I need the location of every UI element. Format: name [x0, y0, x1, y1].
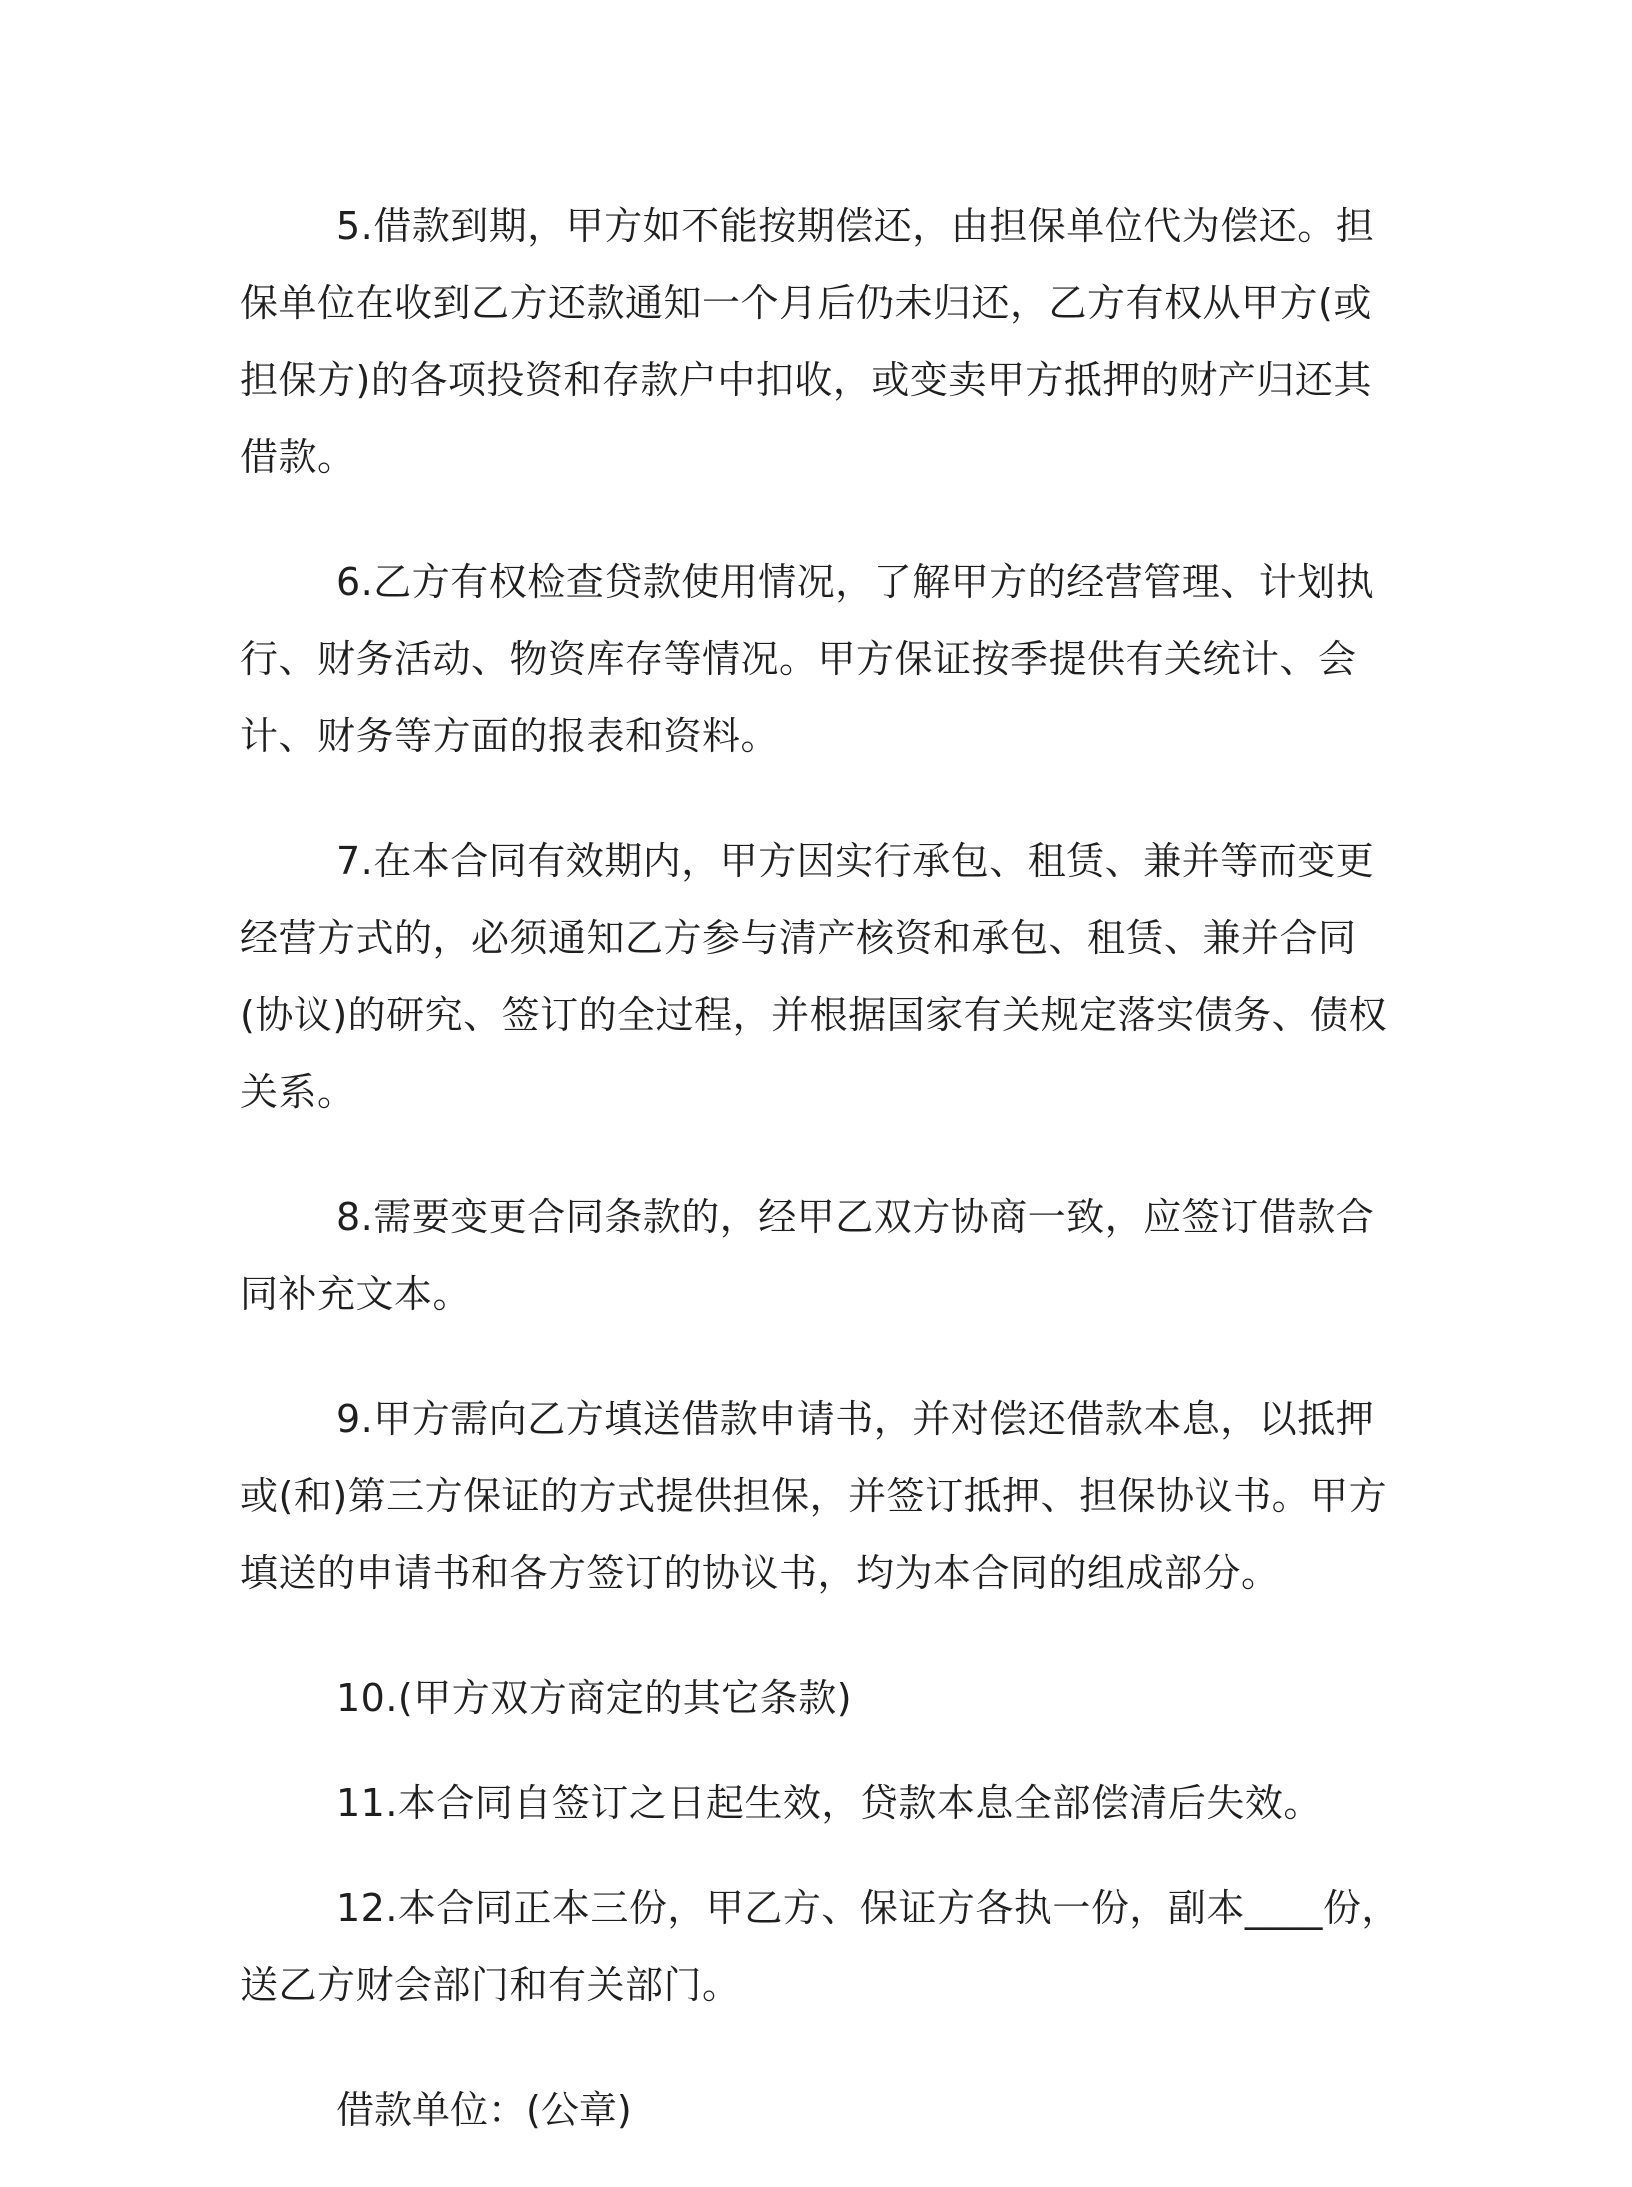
document-page — [240, 188, 1400, 2187]
clause-9: 9.甲方需向乙方填送借款申请书，并对偿还借款本息，以抵押或(和)第三方保证的方式提供担保，并签订抵押、担保协议书。甲方填送的申请书和各方签订的协议书，均为本合同的组成部分。 — [240, 1397, 1388, 1595]
clause-6: 6.乙方有权检查贷款使用情况，了解甲方的经营管理、计划执行、财务活动、物资库存等情况。甲方保证按季提供有关统计、会计、财务等方面的报表和资料。 — [240, 560, 1375, 758]
clause-12: 12.本合同正本三份，甲乙方、保证方各执一份，副本____份，送乙方财会部门和有关部门。 — [240, 1886, 1400, 2007]
clause-10: 10.(甲方双方商定的其它条款) — [336, 1676, 853, 1720]
signature-line: 借款单位：(公章) — [336, 2088, 632, 2132]
clause-11: 11.本合同自签订之日起生效，贷款本息全部偿清后失效。 — [336, 1781, 1322, 1825]
clause-8: 8.需要变更合同条款的，经甲乙双方协商一致，应签订借款合同补充文本。 — [240, 1195, 1375, 1316]
clause-7: 7.在本合同有效期内，甲方因实行承包、租赁、兼并等而变更经营方式的，必须通知乙方参与清产核资和承包、租赁、兼并合同(协议)的研究、签订的全过程，并根据国家有关规定落实债务、债权关系。 — [240, 839, 1388, 1114]
clause-5: 5.借款到期，甲方如不能按期偿还，由担保单位代为偿还。担保单位在收到乙方还款通知一个月后仍未归还，乙方有权从甲方(或担保方)的各项投资和存款户中扣收，或变卖甲方抵押的财产归还其借款。 — [240, 204, 1375, 479]
